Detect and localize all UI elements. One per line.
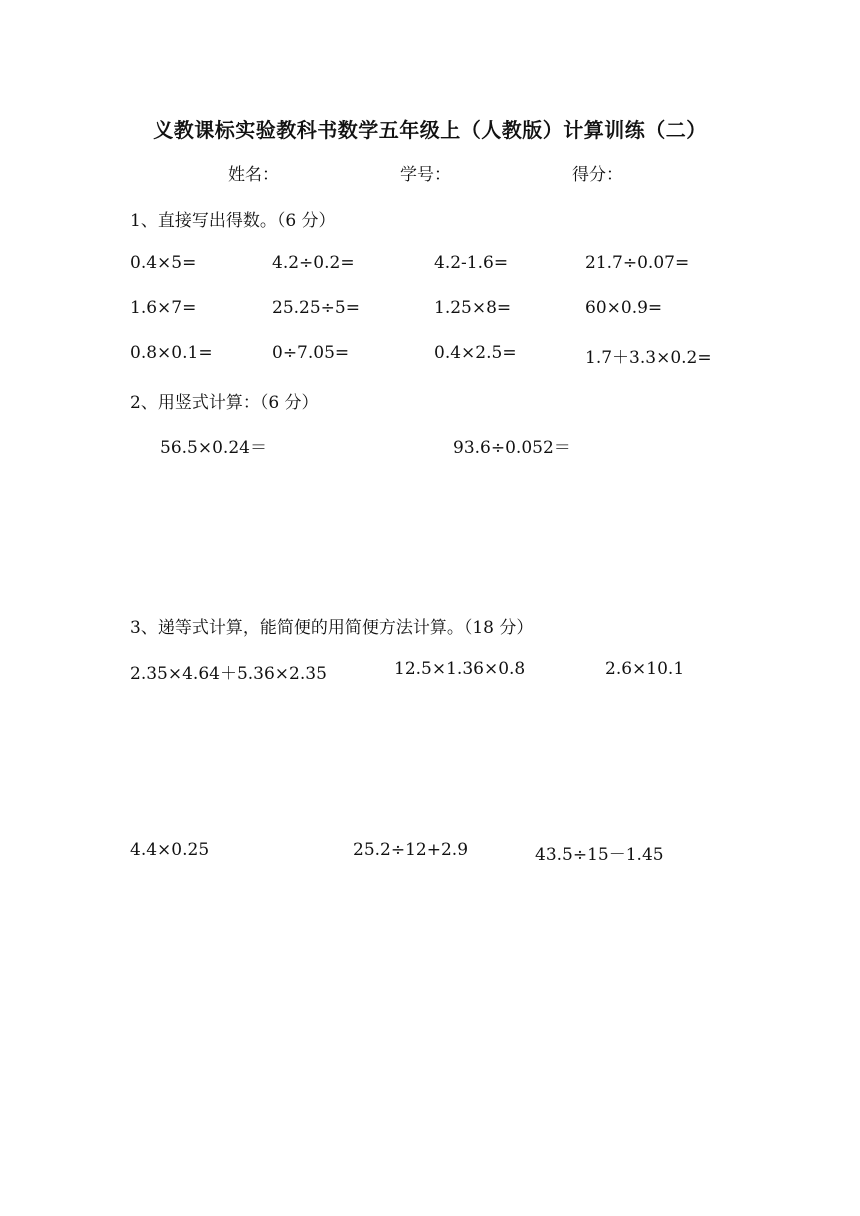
- student-id-label: 学号：: [400, 165, 451, 185]
- problem-3-2: 12.5×1.36×0.8: [394, 659, 526, 679]
- problem-3-4: 4.4×0.25: [130, 840, 210, 860]
- problem-1-10: 0÷7.05=: [272, 343, 350, 363]
- problem-3-6: 43.5÷15－1.45: [535, 845, 664, 865]
- name-label: 姓名：: [228, 165, 279, 185]
- section-1-heading: 1、直接写出得数。（6 分）: [130, 211, 336, 231]
- section-2-heading: 2、用竖式计算：（6 分）: [130, 393, 319, 413]
- problem-2-2: 93.6÷0.052＝: [453, 438, 571, 458]
- problem-1-12: 1.7＋3.3×0.2=: [585, 348, 712, 368]
- problem-3-3: 2.6×10.1: [605, 659, 685, 679]
- problem-1-6: 25.25÷5=: [272, 298, 360, 318]
- problem-1-8: 60×0.9=: [585, 298, 663, 318]
- problem-1-2: 4.2÷0.2=: [272, 253, 355, 273]
- problem-1-7: 1.25×8=: [434, 298, 512, 318]
- problem-1-1: 0.4×5=: [130, 253, 197, 273]
- problem-1-5: 1.6×7=: [130, 298, 197, 318]
- problem-1-3: 4.2-1.6=: [434, 253, 509, 273]
- problem-3-1: 2.35×4.64＋5.36×2.35: [130, 664, 327, 684]
- problem-1-9: 0.8×0.1=: [130, 343, 213, 363]
- problem-2-1: 56.5×0.24＝: [160, 438, 267, 458]
- problem-1-11: 0.4×2.5=: [434, 343, 517, 363]
- score-label: 得分：: [572, 165, 623, 185]
- worksheet-title: 义教课标实验教科书数学五年级上（人教版）计算训练（二）: [153, 118, 707, 142]
- problem-1-4: 21.7÷0.07=: [585, 253, 690, 273]
- section-3-heading: 3、递等式计算，能简便的用简便方法计算。（18 分）: [130, 618, 534, 638]
- problem-3-5: 25.2÷12+2.9: [353, 840, 469, 860]
